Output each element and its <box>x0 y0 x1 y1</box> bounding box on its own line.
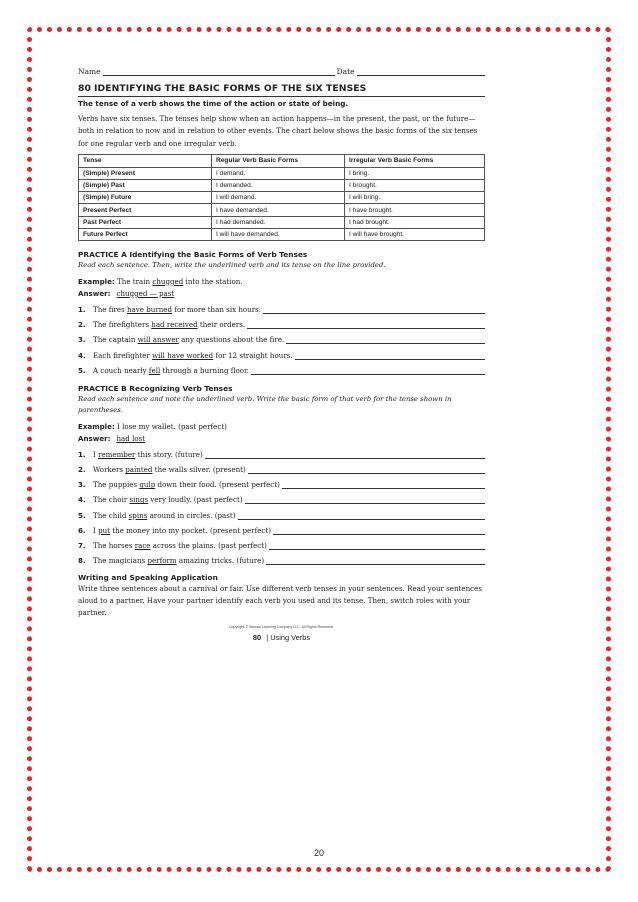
practice-a-title: PRACTICE A Identifying the Basic Forms of Verb Tenses <box>78 250 308 260</box>
table-cell: I will bring. <box>345 192 485 204</box>
item-underlined-verb: will have worked <box>152 350 214 360</box>
item-underlined-verb: perform <box>147 556 177 566</box>
answer-line[interactable] <box>248 464 485 474</box>
item-text-post: very loudly. (past perfect) <box>148 495 243 505</box>
item-underlined-verb: painted <box>125 465 153 475</box>
item-underlined-verb: remember <box>98 449 136 459</box>
item-number: 5. <box>78 365 86 375</box>
table-cell: (Simple) Past <box>79 179 212 191</box>
answer-line[interactable] <box>263 304 485 314</box>
page-number: 20 <box>313 848 324 858</box>
answer-line[interactable] <box>269 540 485 550</box>
exercise-item <box>78 535 485 550</box>
item-text-pre: The child <box>93 510 129 520</box>
table-cell: Future Perfect <box>79 229 212 241</box>
exercise-item <box>78 504 485 519</box>
answer-line[interactable] <box>286 334 485 344</box>
date-field[interactable] <box>357 67 485 76</box>
example-label: Example: <box>78 276 115 286</box>
item-number: 4. <box>78 350 86 360</box>
item-number: 2. <box>78 320 86 330</box>
answer-line[interactable] <box>295 350 485 360</box>
item-text-pre: The horses <box>93 541 135 551</box>
table-cell: (Simple) Future <box>79 192 212 204</box>
footer-section: Using Verbs <box>270 633 311 643</box>
answer-label: Answer: <box>78 433 111 443</box>
footer-page-number: 80 <box>252 633 262 643</box>
item-text-pre: The magicians <box>93 556 148 566</box>
answer-line[interactable] <box>245 494 485 504</box>
table-cell: I will have brought. <box>345 229 485 241</box>
table-cell: Present Perfect <box>79 204 212 216</box>
item-text-pre: Each firefighter <box>93 350 153 360</box>
item-text-post: for 12 straight hours. <box>213 350 293 360</box>
lesson-subtitle: The tense of a verb shows the time of the action or state of being. <box>78 99 349 108</box>
item-underlined-verb: race <box>134 541 151 551</box>
answer-line[interactable] <box>273 525 485 535</box>
answer-text: chugged — past <box>116 288 175 298</box>
lesson-intro: Verbs have six tenses. The tenses help show when an action happens—in the present, the past, or the future—both in relation to now and in relation to other events. The chart below shows the basic forms of the six tenses for one regular verb and one irregular verb. <box>78 114 478 148</box>
exercise-item <box>78 299 485 314</box>
table-row <box>79 167 485 179</box>
answer-line[interactable] <box>205 449 485 459</box>
example-pre: The train <box>117 276 153 286</box>
table-row <box>79 229 485 241</box>
table-row <box>79 216 485 228</box>
exercise-item <box>78 459 485 474</box>
answer-label: Answer: <box>78 288 111 298</box>
item-text-post: this story. (future) <box>135 449 203 459</box>
worksheet <box>78 64 485 642</box>
practice-b-title: PRACTICE B Recognizing Verb Tenses <box>78 383 233 393</box>
answer-line[interactable] <box>266 555 485 565</box>
page-footer <box>78 633 485 642</box>
exercise-item <box>78 360 485 375</box>
exercise-item <box>78 444 485 459</box>
practice-a-instructions: Read each sentence. Then, write the underlined verb and its tense on the line provided. <box>78 261 386 270</box>
item-underlined-verb: spins <box>128 510 148 520</box>
exercise-item <box>78 314 485 329</box>
item-text-post: any questions about the fire. <box>178 335 285 345</box>
item-underlined-verb: have burned <box>126 304 173 314</box>
example-text: I lose my wallet. (past perfect) <box>117 421 227 431</box>
item-text-pre: The choir <box>93 495 130 505</box>
lesson-title <box>78 83 485 97</box>
table-row <box>79 179 485 191</box>
item-underlined-verb: had received <box>151 320 198 330</box>
item-number: 5. <box>78 510 86 520</box>
item-text-post: the money into my pocket. (present perfect) <box>110 525 271 535</box>
table-cell: I demanded. <box>212 179 345 191</box>
name-field[interactable] <box>103 67 335 76</box>
item-text-pre: The captain <box>93 335 138 345</box>
exercise-item <box>78 520 485 535</box>
table-cell: I have brought. <box>345 204 485 216</box>
tense-chart <box>78 154 485 241</box>
exercise-item <box>78 550 485 565</box>
answer-text: had lost <box>116 433 146 443</box>
item-text-pre: A couch nearly <box>93 365 149 375</box>
table-row <box>79 192 485 204</box>
table-cell: I will have demanded. <box>212 229 345 241</box>
writing-text: Write three sentences about a carnival or fair. Use different verb tenses in your sentences. Read your sentences aloud to a partner. Have your partner identify each verb you used and its tense. Then, switch roles with your partner. <box>78 584 482 618</box>
copyright-notice: Copyright © Savvas Learning Company LLC. All Rights Reserved. <box>228 625 335 630</box>
exercise-item <box>78 344 485 359</box>
item-text-pre: I <box>93 525 99 535</box>
name-date-row <box>78 64 485 76</box>
item-text-pre: The fires <box>93 304 127 314</box>
table-cell: I had brought. <box>345 216 485 228</box>
table-cell: (Simple) Present <box>79 167 212 179</box>
answer-line[interactable] <box>247 319 485 329</box>
item-text-post: amazing tricks. (future) <box>176 556 265 566</box>
example-underlined: chugged <box>152 276 184 286</box>
item-text-post: through a burning floor. <box>160 365 249 375</box>
exercise-item <box>78 489 485 504</box>
practice-b-answer <box>78 433 485 444</box>
answer-line[interactable] <box>238 510 485 520</box>
table-cell: I have demanded. <box>212 204 345 216</box>
practice-b-items <box>78 444 485 566</box>
table-cell: I demand. <box>212 167 345 179</box>
item-underlined-verb: sings <box>129 495 149 505</box>
table-cell: I brought. <box>345 179 485 191</box>
practice-a-answer <box>78 288 485 299</box>
item-number: 1. <box>78 304 86 314</box>
lesson-title-text: IDENTIFYING THE BASIC FORMS OF THE SIX TENSES <box>94 83 367 94</box>
tense-chart-header <box>79 155 485 167</box>
item-text-post: around in circles. (past) <box>147 510 236 520</box>
practice-a-items <box>78 299 485 375</box>
footer-separator: | <box>266 633 269 643</box>
table-cell: I had demanded. <box>212 216 345 228</box>
item-number: 1. <box>78 449 86 459</box>
lesson-number: 80 <box>78 83 91 94</box>
item-text-post: their orders. <box>197 320 246 330</box>
table-cell: I bring. <box>345 167 485 179</box>
table-row <box>79 204 485 216</box>
item-underlined-verb: put <box>98 525 111 535</box>
practice-b-example <box>78 421 485 432</box>
item-text-post: across the plains. (past perfect) <box>150 541 267 551</box>
column-header: Irregular Verb Basic Forms <box>345 155 485 167</box>
column-header: Tense <box>79 155 212 167</box>
item-underlined-verb: gulp <box>139 480 156 490</box>
item-number: 6. <box>78 525 86 535</box>
item-text-post: the walls silver. (present) <box>152 465 246 475</box>
example-post: into the station. <box>183 276 243 286</box>
practice-b-instructions: Read each sentence and note the underlined verb. Write the basic form of that verb for the tense shown in parentheses. <box>78 394 452 415</box>
item-number: 3. <box>78 335 86 345</box>
table-cell: I will demand. <box>212 192 345 204</box>
table-cell: Past Perfect <box>79 216 212 228</box>
column-header: Regular Verb Basic Forms <box>212 155 345 167</box>
answer-line[interactable] <box>282 479 485 489</box>
item-number: 7. <box>78 541 86 551</box>
item-text-pre: The firefighters <box>93 320 152 330</box>
item-underlined-verb: fell <box>148 365 161 375</box>
item-text-post: down their food. (present perfect) <box>155 480 280 490</box>
exercise-item <box>78 474 485 489</box>
item-number: 3. <box>78 480 86 490</box>
item-text-pre: Workers <box>93 465 126 475</box>
answer-line[interactable] <box>251 365 485 375</box>
item-text-post: for more than six hours. <box>172 304 262 314</box>
item-number: 2. <box>78 465 86 475</box>
name-label: Name <box>78 67 101 76</box>
date-label: Date <box>336 67 355 76</box>
practice-a-example <box>78 276 485 287</box>
item-text-pre: I <box>93 449 99 459</box>
item-number: 4. <box>78 495 86 505</box>
item-underlined-verb: will answer <box>137 335 179 345</box>
writing-title: Writing and Speaking Application <box>78 573 218 583</box>
exercise-item <box>78 329 485 344</box>
example-label: Example: <box>78 421 115 431</box>
item-text-pre: The puppies <box>93 480 140 490</box>
item-number: 8. <box>78 556 86 566</box>
